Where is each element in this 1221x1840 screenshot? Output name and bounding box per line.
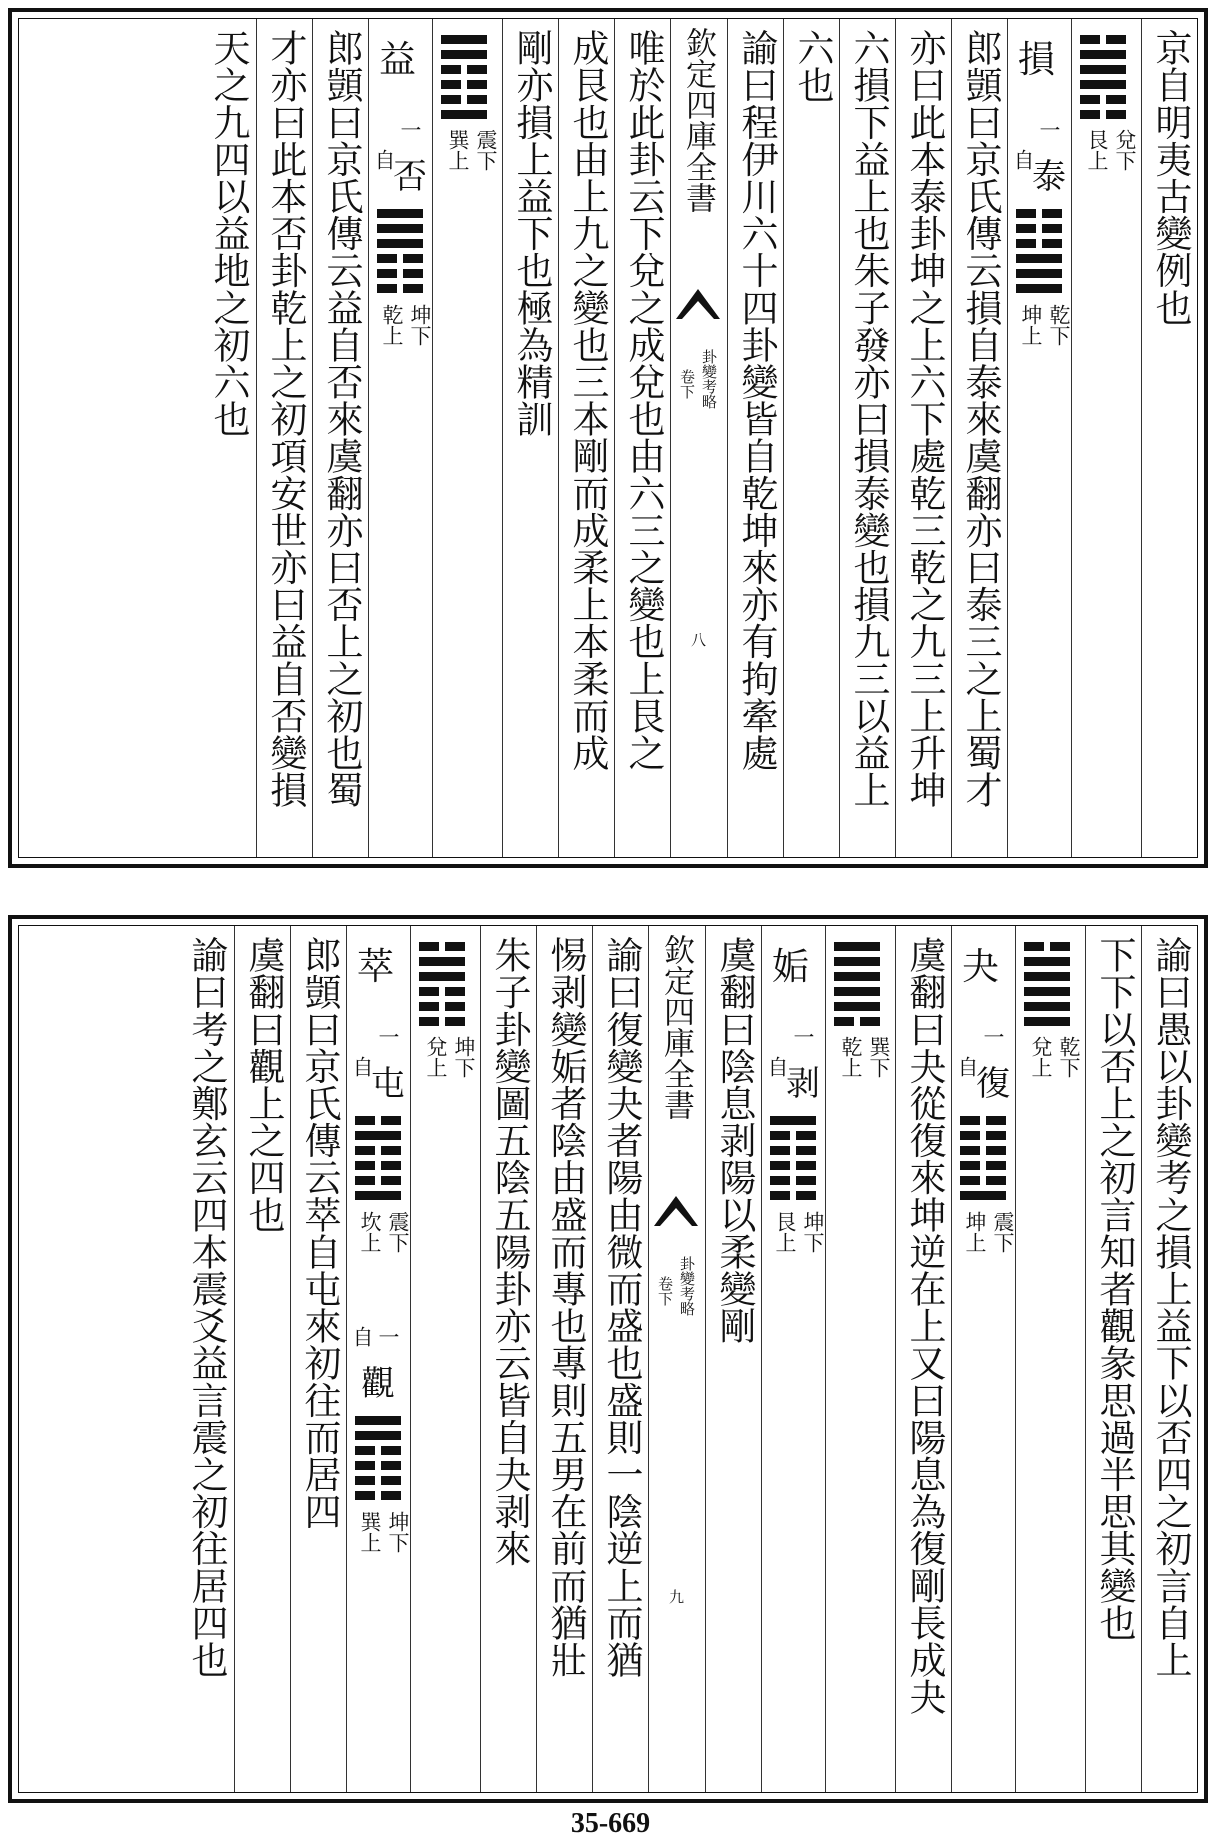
hexagram-line xyxy=(960,1191,1006,1200)
yang-line xyxy=(377,209,423,218)
hexagram-line xyxy=(441,110,487,119)
hexagram-line xyxy=(355,1176,401,1185)
text-column xyxy=(1141,19,1197,857)
from-lower-label: 乾下 xyxy=(1047,304,1071,346)
juan-label: 卷下 xyxy=(656,1276,674,1306)
hexagram-column xyxy=(1015,926,1085,1792)
yin-line-left xyxy=(355,1146,375,1155)
hexagram-line xyxy=(834,1017,880,1026)
hexagram-line xyxy=(355,1476,401,1485)
yin-line-right xyxy=(1042,209,1062,218)
from-lower-label: 坤下 xyxy=(408,304,432,346)
yang-line xyxy=(1080,65,1126,74)
yin-line-left xyxy=(770,1191,790,1200)
yin-line-right xyxy=(796,1161,816,1170)
from-lower-label: 震下 xyxy=(991,1211,1015,1253)
hexagram-line xyxy=(355,1161,401,1170)
hexagram-column xyxy=(410,926,480,1792)
hexagram-line xyxy=(834,942,880,951)
hexagram-name-column xyxy=(951,926,1015,1792)
column-text: 諭曰考之鄭玄云四本震爻益言震之初往居四也 xyxy=(185,936,228,1678)
yin-line-left xyxy=(355,1476,375,1485)
text-column xyxy=(895,926,951,1792)
hexagram-line xyxy=(355,1491,401,1500)
yin-line-right xyxy=(467,95,487,104)
yin-line-left xyxy=(1016,209,1036,218)
yang-line xyxy=(1024,1002,1070,1011)
column-text: 朱子卦變圖五陰五陽卦亦云皆自夬剥來 xyxy=(488,936,531,1567)
hexagram-line xyxy=(419,942,465,951)
yin-line-right xyxy=(986,1161,1006,1170)
yin-line-left xyxy=(1080,95,1100,104)
yin-line-right xyxy=(986,1131,1006,1140)
hexagram-line xyxy=(1024,942,1070,951)
lower-trigram-label: 兌下 xyxy=(1113,129,1137,171)
hexagram-line xyxy=(960,1176,1006,1185)
hexagram-line xyxy=(377,224,423,233)
upper-trigram-label: 兌上 xyxy=(1029,1036,1053,1078)
text-column xyxy=(290,926,346,1792)
lower-folio-columns xyxy=(19,926,1197,1792)
yin-line-right xyxy=(860,1017,880,1026)
hexagram-line xyxy=(1080,50,1126,59)
hexagram-line xyxy=(419,987,465,996)
from-upper-label: 乾上 xyxy=(380,304,404,346)
from-hexagram-icon xyxy=(355,1116,401,1206)
from-hexagram-name: 屯 xyxy=(371,1064,405,1104)
hexagram-line xyxy=(1024,1017,1070,1026)
hexagram-line xyxy=(377,284,423,293)
hexagram-line xyxy=(377,239,423,248)
yin-line-right xyxy=(381,1116,401,1125)
hexagram-line xyxy=(770,1161,816,1170)
from-suffix: 自 xyxy=(372,149,396,170)
hexagram-line xyxy=(377,209,423,218)
from-prefix: 一 xyxy=(1037,119,1061,140)
yin-line-left xyxy=(960,1146,980,1155)
yin-line-left xyxy=(377,254,397,263)
from-hexagram-name: 復 xyxy=(976,1064,1010,1104)
text-column xyxy=(705,926,761,1792)
yang-line xyxy=(441,50,487,59)
text-column xyxy=(895,19,951,857)
yin-line-left xyxy=(419,987,439,996)
yang-line xyxy=(1016,254,1062,263)
column-text: 郎顗曰京氏傳云萃自屯來初往而居四 xyxy=(298,936,341,1530)
yin-line-right xyxy=(403,254,423,263)
page-number: 35-669 xyxy=(570,1808,651,1839)
from2-upper-label: 巽上 xyxy=(358,1511,382,1553)
from-hexagram-name: 剥 xyxy=(786,1064,820,1104)
column-text: 惕剥變姤者陰由盛而專也專則五男在前而猶壯 xyxy=(544,936,587,1678)
yang-line xyxy=(419,972,465,981)
upper-folio-columns xyxy=(19,19,1197,857)
hexagram-line xyxy=(419,1002,465,1011)
yin-line-left xyxy=(1016,224,1036,233)
yin-line-right xyxy=(796,1191,816,1200)
yang-line xyxy=(834,972,880,981)
yin-line-left xyxy=(377,269,397,278)
from2-hexagram-icon xyxy=(355,1416,401,1506)
hexagram-line xyxy=(1024,1002,1070,1011)
yin-line-left xyxy=(770,1146,790,1155)
hexagram-name: 萃 xyxy=(357,945,394,988)
yin-line-left xyxy=(1016,239,1036,248)
hexagram-line xyxy=(1080,80,1126,89)
yin-line-left xyxy=(960,1116,980,1125)
banner-column xyxy=(670,19,727,857)
hexagram-line xyxy=(1016,239,1062,248)
yin-line-left xyxy=(441,95,461,104)
hexagram-line xyxy=(355,1431,401,1440)
upper-folio xyxy=(8,8,1208,868)
hexagram-line xyxy=(1024,957,1070,966)
yang-line xyxy=(355,1191,401,1200)
text-column xyxy=(178,926,234,1792)
column-text: 虞翻曰夬從復來坤逆在上又曰陽息為復剛長成夬 xyxy=(903,936,946,1716)
upper-trigram-label: 巽上 xyxy=(446,129,470,171)
text-column xyxy=(783,19,839,857)
hexagram-line xyxy=(441,95,487,104)
yin-line-left xyxy=(355,1446,375,1455)
text-column xyxy=(839,19,895,857)
hexagram-益-icon xyxy=(441,35,487,125)
upper-trigram-label: 乾上 xyxy=(839,1036,863,1078)
hexagram-line xyxy=(1080,35,1126,44)
yang-line xyxy=(834,987,880,996)
yin-line-right xyxy=(1042,224,1062,233)
hexagram-name: 姤 xyxy=(772,945,809,988)
hexagram-column xyxy=(1071,19,1141,857)
hexagram-line xyxy=(1016,269,1062,278)
upper-trigram-label: 兌上 xyxy=(424,1036,448,1078)
hexagram-line xyxy=(960,1116,1006,1125)
yin-line-left xyxy=(355,1161,375,1170)
hexagram-line xyxy=(1080,95,1126,104)
yang-line xyxy=(834,957,880,966)
from-prefix: 一 xyxy=(791,1026,815,1047)
book-title: 卦變考略 xyxy=(678,1256,696,1316)
yin-line-left xyxy=(377,284,397,293)
column-text: 郎顗曰京氏傳云益自否來虞翻亦曰否上之初也蜀 xyxy=(320,29,363,809)
yin-line-right xyxy=(445,1017,465,1026)
text-column xyxy=(727,19,783,857)
hexagram-line xyxy=(1016,209,1062,218)
yin-line-left xyxy=(441,65,461,74)
yin-line-left xyxy=(960,1176,980,1185)
yin-line-right xyxy=(1042,239,1062,248)
text-column xyxy=(480,926,536,1792)
fishtail-mark-icon xyxy=(652,1186,700,1236)
from-hexagram-icon xyxy=(1016,209,1062,299)
column-text: 虞翻曰觀上之四也 xyxy=(242,936,285,1233)
text-column xyxy=(200,19,256,857)
hexagram-line xyxy=(377,269,423,278)
hexagram-name-column xyxy=(761,926,825,1792)
column-text: 諭曰程伊川六十四卦變皆自乾坤來亦有拘牽處 xyxy=(735,29,778,771)
yin-line-right xyxy=(403,269,423,278)
yin-line-right xyxy=(986,1146,1006,1155)
text-column xyxy=(502,19,558,857)
yang-line xyxy=(441,110,487,119)
yin-line-right xyxy=(381,1476,401,1485)
from2-lower-label: 坤下 xyxy=(386,1511,410,1553)
yang-line xyxy=(377,239,423,248)
yang-line xyxy=(1024,972,1070,981)
hexagram-line xyxy=(1024,972,1070,981)
yin-line-right xyxy=(796,1176,816,1185)
yin-line-right xyxy=(381,1161,401,1170)
yin-line-left xyxy=(1024,942,1044,951)
lower-trigram-label: 震下 xyxy=(474,129,498,171)
column-text: 剛亦損上益下也極為精訓 xyxy=(510,29,553,438)
hexagram-line xyxy=(834,1002,880,1011)
hexagram-line xyxy=(770,1146,816,1155)
yang-line xyxy=(834,1002,880,1011)
yin-line-left xyxy=(419,1017,439,1026)
series-title: 欽定四庫全書 xyxy=(658,934,694,1120)
text-column xyxy=(951,19,1007,857)
fishtail-mark-icon xyxy=(674,279,722,329)
yin-line-left xyxy=(355,1116,375,1125)
yang-line xyxy=(1024,987,1070,996)
folio-number: 九 xyxy=(669,1588,685,1606)
column-text: 唯於此卦云下兌之成兌也由六三之變也上艮之 xyxy=(622,29,665,771)
hexagram-line xyxy=(441,35,487,44)
from-suffix: 自 xyxy=(350,1056,374,1077)
hexagram-line xyxy=(1024,987,1070,996)
text-column xyxy=(614,19,670,857)
hexagram-萃-icon xyxy=(419,942,465,1032)
from-suffix: 自 xyxy=(955,1056,979,1077)
yin-line-left xyxy=(1080,110,1100,119)
text-column xyxy=(592,926,648,1792)
yin-line-left xyxy=(770,1176,790,1185)
from2-prefix: 一 xyxy=(376,1326,400,1347)
banner-column xyxy=(648,926,705,1792)
yin-line-right xyxy=(796,1146,816,1155)
yang-line xyxy=(834,942,880,951)
lower-trigram-label: 乾下 xyxy=(1057,1036,1081,1078)
column-text: 下下以否上之初言知者觀彖思過半思其變也 xyxy=(1093,936,1136,1641)
from-lower-label: 坤下 xyxy=(801,1211,825,1253)
yin-line-right xyxy=(445,987,465,996)
hexagram-line xyxy=(770,1116,816,1125)
yang-line xyxy=(1080,50,1126,59)
hexagram-姤-icon xyxy=(834,942,880,1032)
lower-trigram-label: 巽下 xyxy=(867,1036,891,1078)
from-prefix: 一 xyxy=(981,1026,1005,1047)
column-text: 諭曰愚以卦變考之損上益下以否四之初言自上 xyxy=(1149,936,1192,1678)
yang-line xyxy=(419,957,465,966)
lower-folio xyxy=(8,915,1208,1803)
yang-line xyxy=(1080,80,1126,89)
column-text: 六損下益上也朱子發亦曰損泰變也損九三以益上 xyxy=(847,29,890,809)
from-upper-label: 坎上 xyxy=(358,1211,382,1253)
yin-line-right xyxy=(381,1176,401,1185)
from-hexagram-icon xyxy=(960,1116,1006,1206)
from-hexagram-name: 否 xyxy=(393,157,427,197)
hexagram-line xyxy=(770,1191,816,1200)
yin-line-right xyxy=(986,1116,1006,1125)
from-prefix: 一 xyxy=(398,119,422,140)
from-lower-label: 震下 xyxy=(386,1211,410,1253)
hexagram-line xyxy=(960,1161,1006,1170)
hexagram-line xyxy=(419,1017,465,1026)
hexagram-line xyxy=(960,1131,1006,1140)
yin-line-left xyxy=(355,1491,375,1500)
yin-line-right xyxy=(403,284,423,293)
yin-line-right xyxy=(1050,942,1070,951)
yin-line-right xyxy=(1106,35,1126,44)
yang-line xyxy=(1024,957,1070,966)
hexagram-name-column xyxy=(346,926,410,1792)
hexagram-line xyxy=(377,254,423,263)
hexagram-line xyxy=(441,50,487,59)
yin-line-right xyxy=(381,1461,401,1470)
text-column xyxy=(558,19,614,857)
text-column xyxy=(256,19,312,857)
yin-line-right xyxy=(986,1176,1006,1185)
lower-trigram-label: 坤下 xyxy=(452,1036,476,1078)
yin-line-right xyxy=(1106,95,1126,104)
hexagram-line xyxy=(834,957,880,966)
yang-line xyxy=(770,1116,816,1125)
yin-line-left xyxy=(770,1131,790,1140)
hexagram-line xyxy=(1016,284,1062,293)
hexagram-line xyxy=(1080,65,1126,74)
column-text: 亦曰此本泰卦坤之上六下處乾三乾之九三上升坤 xyxy=(903,29,946,809)
from-hexagram-icon xyxy=(770,1116,816,1206)
hexagram-line xyxy=(355,1446,401,1455)
hexagram-line xyxy=(834,972,880,981)
yin-line-left xyxy=(1080,35,1100,44)
yang-line xyxy=(1024,1017,1070,1026)
text-column xyxy=(1085,926,1141,1792)
text-column xyxy=(536,926,592,1792)
yin-line-left xyxy=(355,1461,375,1470)
yang-line xyxy=(355,1416,401,1425)
yin-line-right xyxy=(445,1002,465,1011)
from-upper-label: 坤上 xyxy=(1019,304,1043,346)
text-column xyxy=(234,926,290,1792)
hexagram-line xyxy=(960,1146,1006,1155)
yin-line-right xyxy=(467,80,487,89)
yin-line-left xyxy=(441,80,461,89)
yin-line-right xyxy=(467,65,487,74)
yin-line-left xyxy=(960,1161,980,1170)
yang-line xyxy=(355,1131,401,1140)
hexagram-name-column xyxy=(1007,19,1071,857)
upper-trigram-label: 艮上 xyxy=(1085,129,1109,171)
yin-line-left xyxy=(834,1017,854,1026)
yin-line-right xyxy=(445,942,465,951)
yin-line-left xyxy=(960,1131,980,1140)
hexagram-column xyxy=(825,926,895,1792)
hexagram-name-column xyxy=(368,19,432,857)
hexagram-line xyxy=(355,1146,401,1155)
column-text: 才亦曰此本否卦乾上之初項安世亦曰益自否變損 xyxy=(264,29,307,809)
column-text: 京自明夷古變例也 xyxy=(1149,29,1192,326)
hexagram-line xyxy=(419,972,465,981)
yin-line-right xyxy=(1106,110,1126,119)
column-text: 郎顗曰京氏傳云損自泰來虞翻亦曰泰三之上蜀才 xyxy=(959,29,1002,809)
hexagram-line xyxy=(1016,254,1062,263)
hexagram-line xyxy=(355,1461,401,1470)
from2-hexagram-name: 觀 xyxy=(361,1364,395,1404)
yang-line xyxy=(960,1191,1006,1200)
juan-label: 卷下 xyxy=(678,369,696,399)
hexagram-line xyxy=(770,1131,816,1140)
folio-number: 八 xyxy=(691,631,707,649)
hexagram-line xyxy=(441,80,487,89)
yang-line xyxy=(355,1431,401,1440)
yang-line xyxy=(441,35,487,44)
yang-line xyxy=(377,224,423,233)
from2-suffix: 自 xyxy=(350,1326,374,1347)
yang-line xyxy=(1016,284,1062,293)
yin-line-left xyxy=(355,1176,375,1185)
column-text: 諭曰復變夬者陽由微而盛也盛則一陰逆上而猶 xyxy=(600,936,643,1678)
text-column xyxy=(312,19,368,857)
hexagram-column xyxy=(432,19,502,857)
column-text: 天之九四以益地之初六也 xyxy=(207,29,250,438)
yin-line-left xyxy=(419,1002,439,1011)
hexagram-line xyxy=(419,957,465,966)
column-text: 虞翻曰陰息剥陽以柔變剛 xyxy=(713,936,756,1345)
hexagram-損-icon xyxy=(1080,35,1126,125)
column-text: 六也 xyxy=(791,29,834,104)
yang-line xyxy=(1016,269,1062,278)
yin-line-left xyxy=(770,1161,790,1170)
column-text: 成艮也由上九之變也三本剛而成柔上本柔而成 xyxy=(566,29,609,771)
hexagram-name: 損 xyxy=(1018,38,1055,81)
from-upper-label: 艮上 xyxy=(773,1211,797,1253)
hexagram-夬-icon xyxy=(1024,942,1070,1032)
yin-line-right xyxy=(381,1146,401,1155)
from-upper-label: 坤上 xyxy=(963,1211,987,1253)
from-prefix: 一 xyxy=(376,1026,400,1047)
book-title: 卦變考略 xyxy=(700,349,718,409)
hexagram-line xyxy=(441,65,487,74)
hexagram-line xyxy=(770,1176,816,1185)
hexagram-line xyxy=(355,1416,401,1425)
from-suffix: 自 xyxy=(1011,149,1035,170)
hexagram-line xyxy=(1080,110,1126,119)
series-title: 欽定四庫全書 xyxy=(680,27,716,213)
hexagram-line xyxy=(355,1131,401,1140)
hexagram-line xyxy=(355,1116,401,1125)
from-suffix: 自 xyxy=(765,1056,789,1077)
yin-line-left xyxy=(419,942,439,951)
yin-line-right xyxy=(381,1446,401,1455)
text-column xyxy=(1141,926,1197,1792)
hexagram-name: 益 xyxy=(379,38,416,81)
yin-line-right xyxy=(381,1491,401,1500)
hexagram-line xyxy=(834,987,880,996)
hexagram-line xyxy=(355,1191,401,1200)
hexagram-name: 夬 xyxy=(962,945,999,988)
hexagram-line xyxy=(1016,224,1062,233)
from-hexagram-name: 泰 xyxy=(1032,157,1066,197)
yin-line-right xyxy=(796,1131,816,1140)
from-hexagram-icon xyxy=(377,209,423,299)
